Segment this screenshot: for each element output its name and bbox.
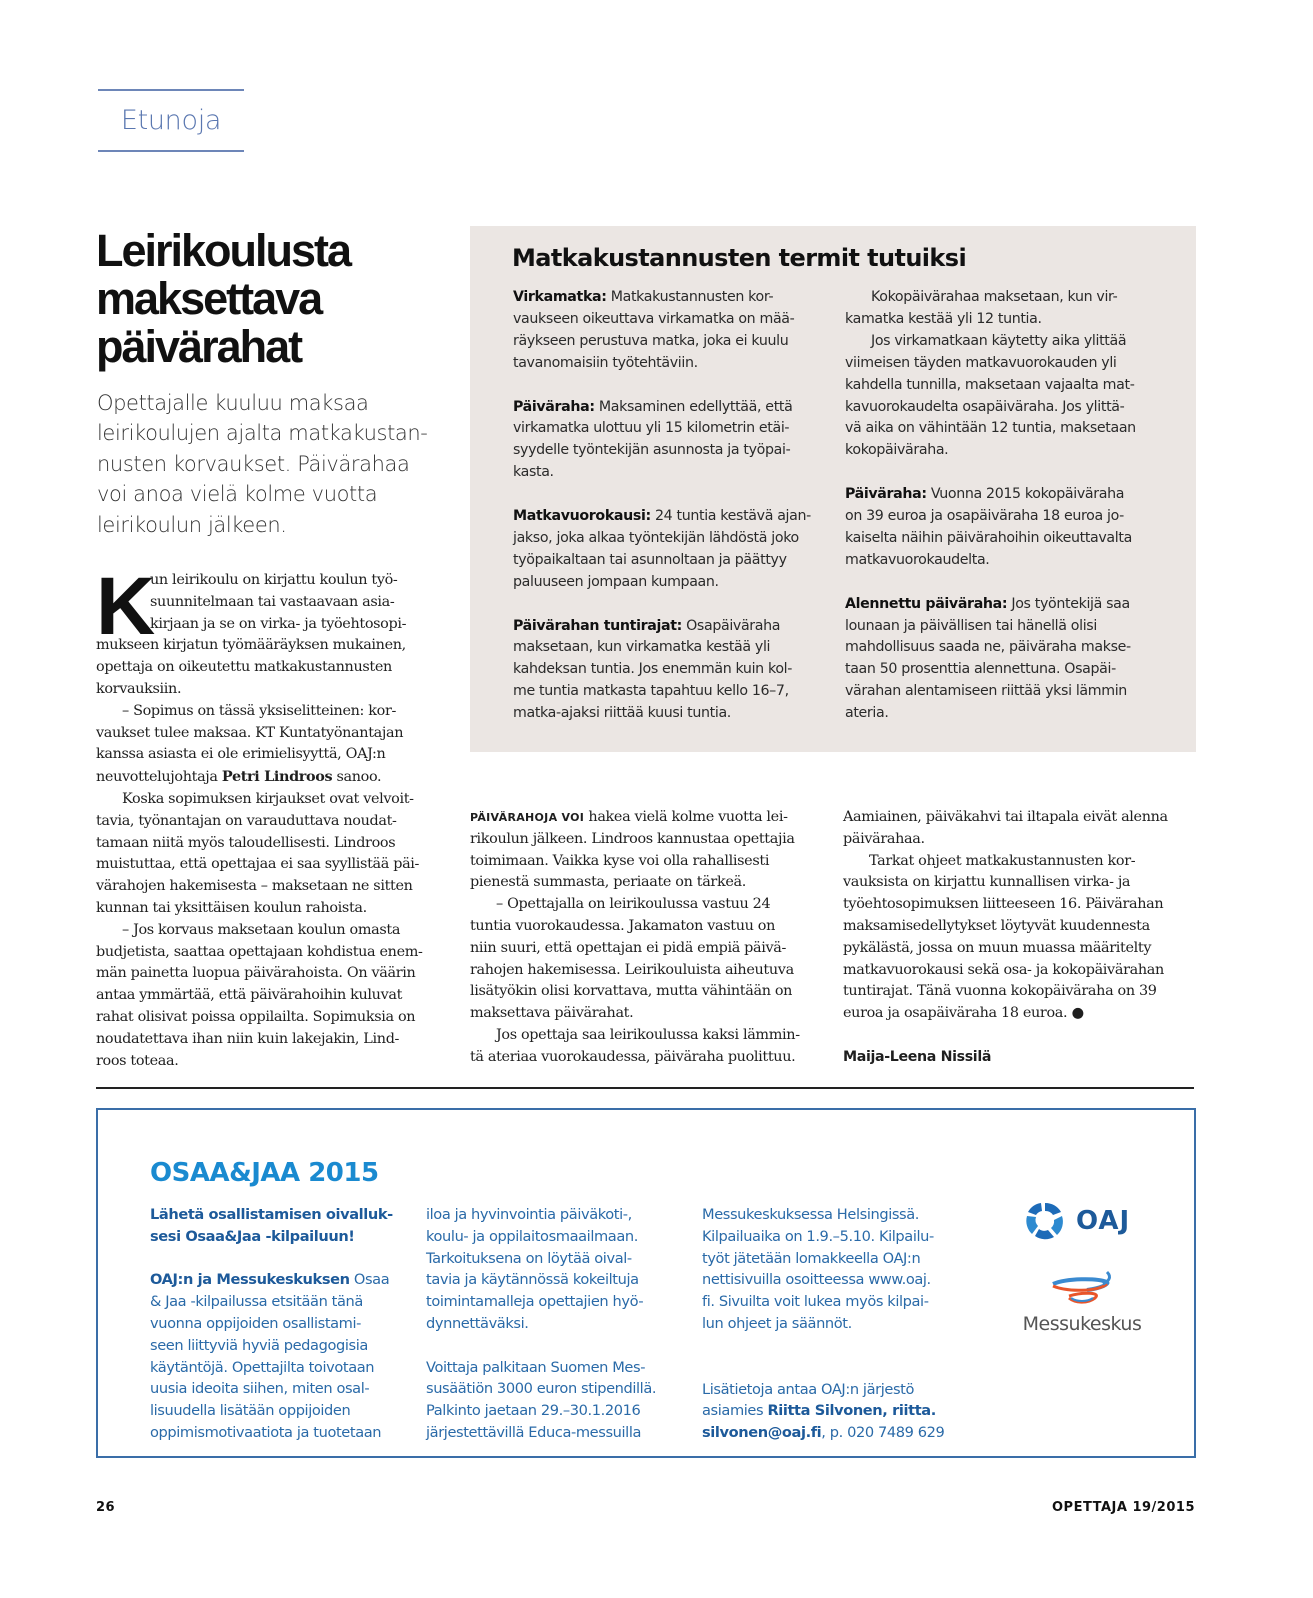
text-line: vaukseen oikeuttava virkamatka on mää- [513, 310, 795, 327]
messukeskus-spiral-icon [1047, 1270, 1117, 1306]
term-paivaraha-2015 [845, 484, 1136, 506]
text-line: uusia ideoita siihen, miten osal- [150, 1380, 370, 1398]
text-line: matkavuorokaudelta. [845, 551, 990, 568]
lead-line: voi anoa vielä kolme vuotta [97, 482, 378, 507]
text: Jos työntekijä saa [1007, 595, 1130, 612]
person-name: Petri Lindroos [221, 768, 333, 786]
term-tuntirajat [513, 616, 811, 638]
term-label: Alennettu päiväraha: [845, 595, 1008, 612]
text-line: susäätiön 3000 euron stipendillä. [426, 1380, 657, 1398]
text-line: noudatettava ihan niin kuin lakejakin, Lind- [96, 1030, 400, 1047]
text-line: rikoulun jälkeen. Lindroos kannustaa opettajia [470, 830, 795, 847]
section-label: Etunoja [120, 105, 222, 136]
text-line: pienestä summasta, periaate on tärkeä. [470, 874, 746, 891]
text: Maksaminen edellyttää, että [594, 398, 793, 415]
text-line: niin suuri, että opettajan ei pidä empiä päivä- [470, 939, 787, 956]
text-line: Voittaja palkitaan Suomen Mes- [426, 1358, 646, 1376]
contact-email[interactable]: silvonen@oaj.fi [702, 1424, 822, 1442]
text-line: oppimismotivaatiota ja tuotetaan [150, 1424, 382, 1442]
text-line: koulu- ja oppilaitosmaailmaan. [426, 1227, 638, 1245]
term-label: Päiväraha: [513, 398, 595, 415]
text-line: työt jätetään lomakkeella OAJ:n [702, 1249, 921, 1267]
text-line: tavia, työnantajan on varauduttava noudat- [96, 812, 397, 829]
text-line: käytäntöjä. Opettajilta toivotaan [150, 1358, 375, 1376]
text: Vuonna 2015 kokopäiväraha [926, 486, 1125, 503]
text-line: pykälästä, jossa on muun muassa määritelty [843, 939, 1152, 956]
text-line: – Sopimus on tässä yksiselitteinen: kor- [122, 702, 397, 719]
text-line: tuntirajat. Tänä vuonna kokopäiväraha on 39 [843, 983, 1157, 1000]
text-line: roos toteaa. [96, 1052, 179, 1069]
text-line [470, 807, 820, 829]
text-line: värahojen hakemisesta – maksetaan ne sitten [96, 878, 413, 895]
text-line [96, 766, 441, 789]
text-line [702, 1422, 944, 1444]
body-col2 [470, 807, 820, 1069]
text: neuvottelujohtaja [96, 769, 222, 786]
lead-line: Opettajalle kuuluu maksaa [97, 391, 369, 415]
ad-col1 [150, 1204, 393, 1444]
text: asiamies [702, 1402, 768, 1420]
text-line: järjestettävillä Educa-messuilla [426, 1424, 642, 1442]
text: Matkakustannusten kor- [606, 289, 774, 305]
text-line: kahdella tunnilla, maksetaan vajaalta mat- [845, 376, 1135, 393]
text-line: maksetaan, kun virkamatka kestää yli [513, 639, 771, 656]
ad-heading-line: Lähetä osallistamisen oivalluk- [150, 1206, 393, 1223]
text-line: on 39 euroa ja osapäiväraha 18 euroa jo- [845, 508, 1124, 525]
text-line: kokopäiväraha. [845, 442, 949, 459]
text-line: kirjaan ja se on virka- ja työehtosopi- [150, 615, 407, 632]
text-line: Kokopäivärahaa maksetaan, kun vir- [871, 289, 1118, 305]
text-line: Jos opettaja saa leirikoulussa kaksi lämmin- [496, 1026, 800, 1043]
text-line: maksamisedellytykset löytyvät kuudennesta [843, 917, 1150, 934]
text: 24 tuntia kestävä ajan- [650, 508, 811, 525]
text-line: tuntia vuorokaudessa. Jakamaton vastuu on [470, 917, 775, 934]
text-line: Koska sopimuksen kirjaukset ovat velvoit- [122, 790, 414, 807]
text-line: Aamiainen, päiväkahvi tai iltapala eivät alenna [843, 809, 1168, 825]
contact-name: Riitta Silvonen, riitta. [767, 1402, 936, 1420]
text-line: iloa ja hyvinvointia päiväkoti-, [426, 1206, 632, 1223]
text-line [702, 1400, 944, 1422]
text-line: fi. Sivuilta voit lukea myös kilpai- [702, 1293, 929, 1311]
text-line: antaa ymmärtää, että päivärahoihin kuluvat [96, 987, 403, 1004]
text-line: työpaikaltaan tai asunnoltaan ja päättyy [513, 551, 787, 568]
term-label: Virkamatka: [513, 289, 607, 305]
bold-text: OAJ:n ja Messukeskuksen [150, 1271, 350, 1289]
text-line: taan 50 prosenttia alennettuna. Osapäi- [845, 661, 1116, 678]
text-line: – Opettajalla on leirikoulussa vastuu 24 [496, 896, 771, 913]
text-line: rahat olisivat poissa oppilailta. Sopimuksia on [96, 1008, 416, 1025]
text-line: paluuseen jompaan kumpaan. [513, 573, 719, 590]
sidebar-left-column [513, 287, 811, 725]
lead-line: leirikoulun jälkeen. [97, 512, 287, 537]
text-line: tä ateriaa vuorokaudessa, päiväraha puolittuu. [470, 1048, 796, 1065]
text-line: lisätyökin olisi korvattava, mutta vähintään on [470, 983, 793, 1000]
messukeskus-wordmark: Messukeskus [1022, 1313, 1142, 1335]
text-line: kasta. [513, 464, 554, 481]
ad-title: OSAA&JAA 2015 [150, 1158, 379, 1188]
text-line: Messukeskuksessa Helsingissä. [702, 1206, 920, 1223]
article-lead [97, 388, 437, 540]
messukeskus-logo [1022, 1270, 1142, 1335]
text-line: kavuorokaudelta osapäiväraha. Jos ylittä- [845, 398, 1125, 415]
term-paivaraha [513, 397, 811, 419]
oaj-swirl-icon [1024, 1200, 1066, 1242]
text-line: toimimaan. Vaikka kyse voi olla rahallisesti [470, 852, 770, 869]
body-col1 [96, 635, 441, 1072]
ad-heading-line: sesi Osaa&Jaa -kilpailuun! [150, 1227, 355, 1245]
text-line: Jos virkamatkaan käytetty aika ylittää [871, 332, 1127, 349]
text-line: nettisivuilla osoitteessa www.oaj. [702, 1271, 931, 1289]
text: euroa ja osapäiväraha 18 euroa. [843, 1005, 1068, 1022]
headline-line: maksettava [96, 273, 322, 324]
text-line: seen liittyviä hyviä pedagogisia [150, 1336, 368, 1354]
text-line: – Jos korvaus maksetaan koulun omasta [122, 921, 401, 938]
text-line: ateria. [845, 705, 889, 722]
text-line: Tarkat ohjeet matkakustannusten kor- [869, 852, 1136, 869]
term-label: Päivärahan tuntirajat: [513, 617, 682, 634]
text-line: vuonna oppijoiden osallistami- [150, 1315, 362, 1333]
text-line: mahdollisuus saada ne, päiväraha makse- [845, 639, 1131, 656]
sidebar-right-column [845, 287, 1136, 725]
text: Osapäiväraha [681, 617, 781, 634]
text-line: Palkinto jaetaan 29.–30.1.2016 [426, 1402, 641, 1420]
page-number: 26 [96, 1500, 116, 1515]
text-line: kahdeksan tuntia. Jos enemmän kuin kol- [513, 661, 793, 678]
end-mark-icon: ● [1071, 1005, 1084, 1022]
term-label: Matkavuorokausi: [513, 508, 651, 525]
text-line: mukseen kirjatun työmääräyksen mukainen, [96, 637, 406, 654]
section-rule-bottom [98, 150, 244, 152]
text-line: budjetista, saattaa opettajaan kohdistua enem- [96, 943, 423, 960]
terms-sidebar [470, 226, 1196, 752]
sidebar-title: Matkakustannusten termit tutuiksi [512, 244, 967, 272]
text-line: tavia ja käytännössä kokeiltuja [426, 1271, 639, 1289]
text-line: rahojen hakemisessa. Leirikouluista aiheutuva [470, 961, 794, 978]
publication-issue: OPETTAJA 19/2015 [1052, 1500, 1195, 1515]
text-line: opettaja on oikeutettu matkakustannusten [96, 659, 392, 676]
article-headline [96, 227, 456, 371]
term-label: Päiväraha: [845, 486, 927, 503]
text-line: matka-ajaksi riittää kuusi tuntia. [513, 705, 731, 722]
text-line: un leirikoulu on kirjattu koulun työ- [150, 572, 398, 588]
text-line: matkavuorokausi sekä osa- ja kokopäivärahan [843, 961, 1164, 978]
text-line: vaukset tulee maksaa. KT Kuntatyönantajan [96, 724, 404, 741]
text-line: me tuntia matkasta tapahtuu kello 16–7, [513, 683, 789, 700]
text-line: Kilpailuaika on 1.9.–5.10. Kilpailu- [702, 1227, 934, 1245]
text-line: muistuttaa, että opettajaa ei saa syyllistää päi- [96, 856, 420, 873]
text-line: lounaan ja päivällisen tai hänellä olisi [845, 617, 1097, 634]
osaa-jaa-ad [96, 1108, 1196, 1458]
ad-col3 [702, 1204, 944, 1444]
text-line: värahan alentamiseen riittää yksi lämmin [845, 683, 1127, 700]
drop-cap: K [96, 561, 156, 652]
section-divider [96, 1087, 1194, 1089]
lead-line: leirikoulujen ajalta matkakustan- [97, 421, 428, 446]
text-line: tamaan niitä myös taloudellisesti. Lindroos [96, 834, 396, 851]
text-line: vauksista on kirjattu kunnallisen virka- ja [843, 874, 1131, 891]
term-virkamatka [513, 287, 811, 309]
text-line: korvauksiin. [96, 680, 182, 697]
text-line: jakso, joka alkaa työntekijän lähdöstä joko [513, 529, 799, 546]
text-line [150, 1269, 393, 1291]
text-line: kunnan tai yksittäisen koulun rahoista. [96, 899, 367, 916]
contact-phone: , p. 020 7489 629 [821, 1424, 945, 1442]
text-line: syydelle työntekijän asunnosta ja työpai- [513, 442, 791, 459]
text-line: & Jaa -kilpailussa etsitään tänä [150, 1293, 363, 1311]
body-col3 [843, 807, 1193, 1069]
term-alennettu [845, 594, 1136, 616]
text-line: tavanomaisiin työtehtäviin. [513, 354, 698, 371]
ad-col2 [426, 1204, 656, 1444]
text-line: män painetta luopua päivärahoista. On väärin [96, 965, 416, 982]
text-line: virkamatka ulottuu yli 15 kilometrin etäi- [513, 420, 790, 437]
text: sanoo. [332, 769, 382, 786]
text-line [843, 1003, 1193, 1025]
text-line: työehtosopimuksen liitteeseen 16. Päivärahan [843, 896, 1164, 913]
text-line: toimintamalleja opettajien hyö- [426, 1293, 644, 1311]
text-line: räykseen perustuva matka, joka ei kuulu [513, 332, 789, 349]
text-line: lun ohjeet ja säännöt. [702, 1314, 852, 1332]
run-in-heading: PÄIVÄRAHOJA VOI [470, 811, 585, 824]
text-line: dynnettäväksi. [426, 1314, 529, 1332]
text: hakea vielä kolme vuotta lei- [584, 809, 788, 825]
text-line: Tarkoituksena on löytää oival- [426, 1249, 632, 1267]
section-rule-top [98, 89, 244, 91]
oaj-logo [1024, 1200, 1130, 1242]
text-line: kaiselta näihin päivärahoihin oikeuttavalta [845, 529, 1132, 546]
byline: Maija-Leena Nissilä [843, 1048, 992, 1065]
text-line: suunnitelmaan tai vastaavaan asia- [150, 593, 395, 610]
text-line: maksettava päivärahat. [470, 1005, 634, 1022]
text-line: päivärahaa. [843, 830, 925, 847]
text-line: viimeisen täyden matkavuorokauden yli [845, 354, 1117, 371]
text: Osaa [349, 1271, 390, 1289]
text-line: vä aika on vähintään 12 tuntia, maksetaan [845, 420, 1136, 437]
text-line: kanssa asiasta ei ole erimielisyyttä, OAJ:n [96, 746, 386, 763]
text-line: lisuudella lisätään oppijoiden [150, 1402, 351, 1420]
text-line: kamatka kestää yli 12 tuntia. [845, 310, 1042, 327]
term-matkavuorokausi [513, 506, 811, 528]
headline-line: päivärahat [96, 321, 302, 372]
body-col1-dropcap-lines [150, 570, 406, 635]
lead-line: nusten korvaukset. Päivärahaa [97, 451, 410, 476]
oaj-wordmark: OAJ [1076, 1206, 1131, 1236]
headline-line: Leirikoulusta [96, 225, 351, 276]
text-line: Lisätietoja antaa OAJ:n järjestö [702, 1380, 915, 1398]
